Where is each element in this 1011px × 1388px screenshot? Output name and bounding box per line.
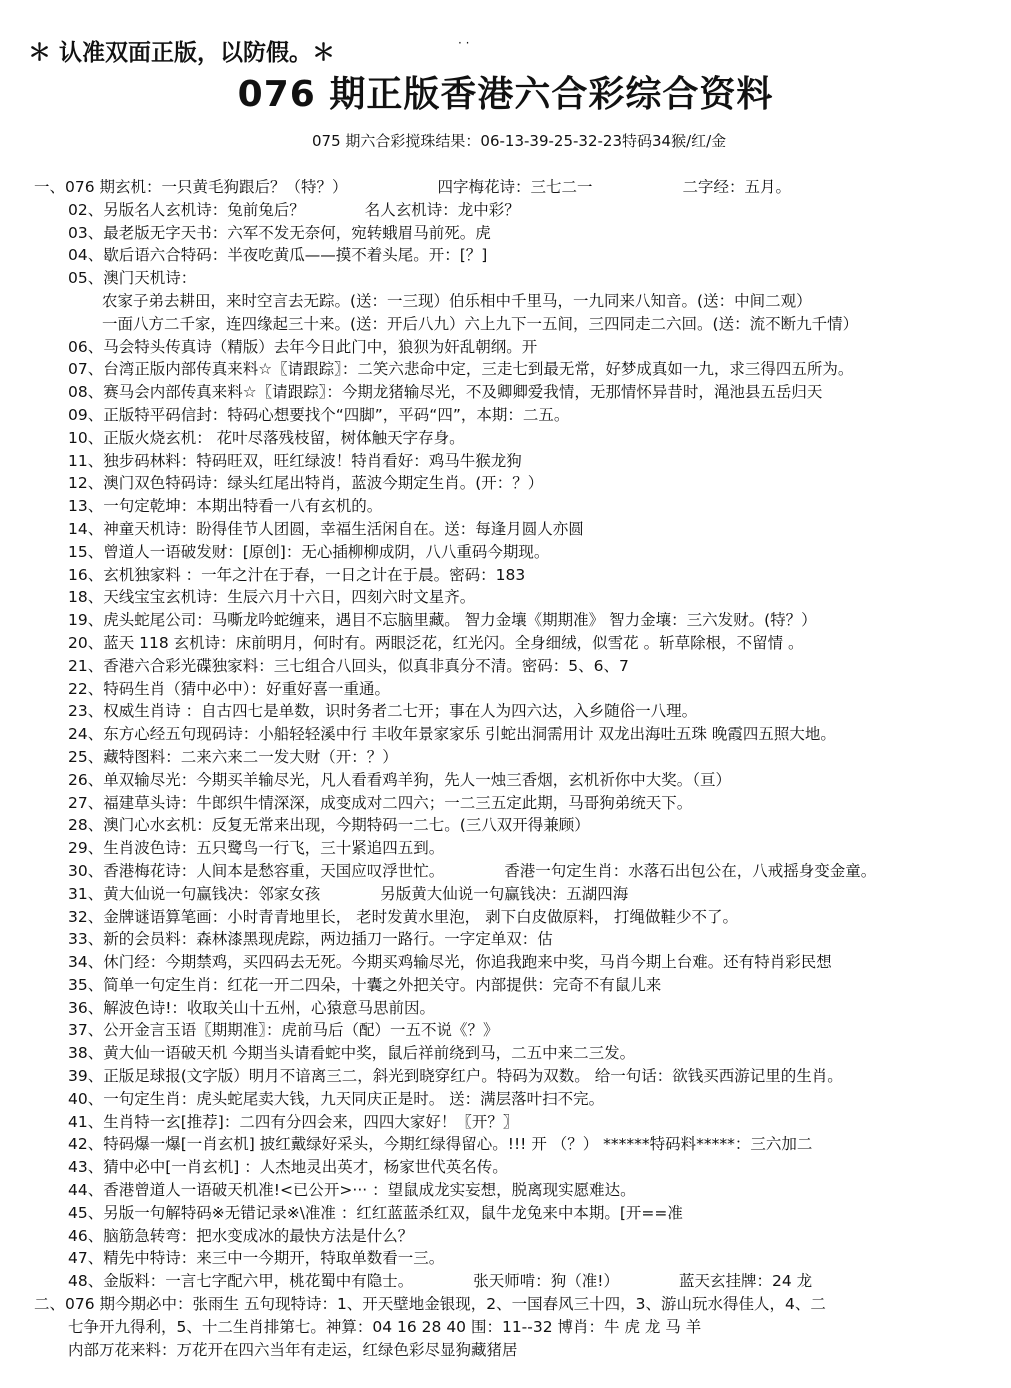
line-text-b: 香港一句定生肖：水落石出包公在，八戒摇身变金童。 xyxy=(504,861,877,880)
line-text-a: 48、金版料：一言七字配六甲，桃花蜀中有隐士。 xyxy=(68,1272,414,1291)
line-text-a: 30、香港梅花诗：人间本是愁容重，天国应叹浮世忙。 xyxy=(68,861,445,880)
content-line xyxy=(34,564,999,587)
content-line xyxy=(34,541,999,564)
content-line xyxy=(34,928,999,951)
content-line xyxy=(34,1225,999,1248)
line-text-a: 31、黄大仙说一句赢钱决：邻家女孩 xyxy=(68,884,321,903)
content-line xyxy=(34,1316,999,1339)
line-text-a: 21、香港六合彩光碟独家料：三七组合八回头，似真非真分不清。密码：5、6、7 xyxy=(68,656,629,675)
line-text-b: 另版黄大仙说一句赢钱决：五湖四海 xyxy=(380,884,629,903)
decorative-dots: · · xyxy=(458,36,470,50)
line-text-a: 二、076 期今期必中：张雨生 五句现特诗：1、开天壁地金银现，2、一国春风三十四，3、游山玩水得佳人，4、二 xyxy=(34,1295,826,1314)
line-text-a: 35、简单一句定生肖：红花一开二四朵，十囊之外把关守。内部提供：完奇不有鼠儿来 xyxy=(68,975,662,994)
content-line xyxy=(34,1019,999,1042)
line-text-a: 内部万花来料：万花开在四六当年有走运，红绿色彩尽显狗藏猪居 xyxy=(68,1340,518,1359)
content-line xyxy=(34,495,999,518)
line-text-a: 28、澳门心水玄机：反复无常来出现，今期特码一二七。(三八双开得兼顾） xyxy=(68,816,590,835)
line-text-a: 13、一句定乾坤：本期出特看一八有玄机的。 xyxy=(68,497,383,516)
content-list xyxy=(34,176,999,1361)
content-line xyxy=(34,176,999,199)
content-line xyxy=(34,814,999,837)
line-text-a: 39、正版足球报(文字版）明月不谙离三二，斜光到晓穿红户。特码为双数。 给一句话：欲钱买西游记里的生肖。 xyxy=(68,1067,843,1086)
line-text-a: 16、玄机独家料 ：一年之汁在于春，一日之计在于晨。密码：183 xyxy=(68,565,526,584)
page-title: 076 期正版香港六合彩综合资料 xyxy=(237,74,774,115)
content-line xyxy=(34,1133,999,1156)
line-text-a: 一、076 期玄机：一只黄毛狗跟后？（特？） xyxy=(34,178,348,196)
content-line xyxy=(34,1247,999,1270)
authenticity-notice: ＊ 认准双面正版，以防假。＊ xyxy=(28,40,336,66)
line-text-a: 25、藏特图料：二来六来二一发大财（开：？） xyxy=(68,747,398,766)
last-draw-result: 075 期六合彩搅珠结果：06-13-39-25-32-23特码34猴/红/金 xyxy=(312,132,727,150)
line-text-a: 10、正版火烧玄机： 花叶尽落残枝留，树体触天字存身。 xyxy=(68,428,465,447)
line-text-c: 蓝天玄挂牌：24 龙 xyxy=(678,1272,813,1291)
line-text-a: 农家子弟去耕田，来时空言去无踪。(送：一三现）伯乐相中千里马，一九同来八知音。(送：中间二观） xyxy=(102,291,812,310)
line-text-a: 41、生肖特一玄[推荐]：二四有分四会来，四四大家好！〖开？〗 xyxy=(68,1112,519,1131)
line-text-a: 42、特码爆一爆[一肖玄机] 披红戴绿好采头，今期红绿得留心。!!! 开 （？） ******特码料*****：三六加二 xyxy=(68,1135,813,1154)
line-text-a: 45、另版一句解特码※无错记录※\准准 ：红红蓝蓝杀红双，鼠牛龙兔来中本期。[开==准 xyxy=(68,1203,683,1222)
line-text-a: 14、神童天机诗：盼得佳节人团圆，幸福生活闲自在。送：每逢月圆人亦圆 xyxy=(68,519,584,538)
line-text-a: 06、马会特头传真诗（精版）去年今日此门中，狼狈为奸乱朝纲。开 xyxy=(68,337,538,356)
line-text-a: 05、澳门天机诗： xyxy=(68,269,197,288)
line-text-b: 四字梅花诗：三七二一 xyxy=(437,178,593,196)
line-text-a: 08、赛马会内部传真来料☆〖请跟踪〗：今期龙猪输尽光，不及卿卿爱我情，无那情怀异昔时，渑池县五岳归天 xyxy=(68,383,823,402)
content-line xyxy=(34,860,999,883)
content-line xyxy=(34,336,999,359)
content-line xyxy=(34,404,999,427)
line-text-a: 七争开九得利，5、十二生肖排第七。神算：04 16 28 40 围：11--32 博肖：牛 虎 龙 马 羊 xyxy=(68,1317,702,1336)
content-line xyxy=(34,222,999,245)
line-text-a: 15、曾道人一语破发财：[原创]：无心插柳柳成阴，八八重码今期现。 xyxy=(68,542,550,561)
line-text-a: 20、蓝天 118 玄机诗：床前明月，何时有。两眼泛花，红光闪。全身细绒，似雪花 。斩草除根，不留情 。 xyxy=(68,633,804,652)
line-text-a: 18、天线宝宝玄机诗：生辰六月十六日，四刻六时文星齐。 xyxy=(68,588,476,607)
line-text-a: 一面八方二千家，连四缘起三十来。(送：开后八九）六上九下一五间，三四同走二六回。(送：流不断九千情） xyxy=(102,314,859,333)
line-text-a: 46、脑筋急转弯：把水变成冰的最快方法是什么？ xyxy=(68,1226,414,1245)
content-line xyxy=(34,427,999,450)
line-text-a: 24、东方心经五句现码诗：小船轻轻溪中行 丰收年景家家乐 引蛇出洞需用计 双龙出海吐五珠 晚霞四五照大地。 xyxy=(68,725,836,744)
content-line xyxy=(34,358,999,381)
content-line xyxy=(34,974,999,997)
content-line xyxy=(34,518,999,541)
line-text-a: 40、一句定生肖：虎头蛇尾卖大钱，九天同庆正是时。 送：满层落叶扫不完。 xyxy=(68,1089,605,1108)
line-text-b: 名人玄机诗：龙中彩？ xyxy=(364,200,520,219)
line-text-a: 34、休门经：今期禁鸡，买四码去无死。今期买鸡输尽光，你追我跑来中奖，马肖今期上台难。还有特肖彩民想 xyxy=(68,953,832,972)
content-line xyxy=(34,632,999,655)
content-line xyxy=(34,450,999,473)
line-text-a: 32、金牌谜语算笔画：小时青青地里长， 老时发黄水里泡， 剥下白皮做原料， 打绳做鞋少不了。 xyxy=(68,907,739,926)
line-text-a: 03、最老版无字天书：六军不发无奈何，宛转蛾眉马前死。虎 xyxy=(68,223,491,242)
content-line xyxy=(34,586,999,609)
line-text-a: 27、福建草头诗：牛郎织牛情深深，成变成对二四六；一二三五定此期，马哥狗弟统天下。 xyxy=(68,793,693,812)
content-line xyxy=(34,1042,999,1065)
line-text-a: 38、黄大仙一语破天机 今期当头请看蛇中奖，鼠后祥前绕到马，二五中来二三发。 xyxy=(68,1044,636,1063)
line-text-a: 36、解波色诗!：收取关山十五州，心猿意马思前因。 xyxy=(68,998,435,1017)
content-line xyxy=(34,1111,999,1134)
line-text-a: 04、歇后语六合特码：半夜吃黄瓜——摸不着头尾。开：[？] xyxy=(68,246,488,265)
content-line xyxy=(34,609,999,632)
content-line xyxy=(34,244,999,267)
line-text-a: 44、香港曾道人一语破天机准!<已公开>··· ：望鼠成龙实妄想，脱离现实愿难达。 xyxy=(68,1181,636,1200)
content-line xyxy=(34,1065,999,1088)
content-line xyxy=(34,1339,999,1362)
content-line xyxy=(34,381,999,404)
line-text-a: 19、虎头蛇尾公司：马嘶龙吟蛇缠来，遇目不忘脑里藏。 智力金壤《期期准》 智力金壤：三六发财。(特？） xyxy=(68,611,817,630)
content-line xyxy=(34,313,999,336)
line-text-a: 33、新的会员料：森林漆黑现虎踪，两边插刀一路行。一字定单双：估 xyxy=(68,930,553,949)
line-text-a: 09、正版特平码信封：特码心想要找个“四脚”，平码“四”，本期：二五。 xyxy=(68,405,570,424)
content-line xyxy=(34,792,999,815)
line-text-c: 二字经：五月。 xyxy=(682,178,792,196)
line-text-a: 43、猜中必中[一肖玄机] ：人杰地灵出英才，杨家世代英名传。 xyxy=(68,1158,508,1177)
content-line xyxy=(34,1088,999,1111)
content-line xyxy=(34,1270,999,1293)
content-line xyxy=(34,199,999,222)
content-line xyxy=(34,1156,999,1179)
content-line xyxy=(34,267,999,290)
line-text-a: 07、台湾正版内部传真来料☆〖请跟踪〗：二笑六悲命中定，三走七到最无常，好梦成真如一九，求三得四五所为。 xyxy=(68,360,854,379)
content-line xyxy=(34,655,999,678)
line-text-a: 12、澳门双色特码诗：绿头红尾出特肖，蓝波今期定生肖。(开：？） xyxy=(68,474,544,493)
content-line xyxy=(34,678,999,701)
line-text-a: 29、生肖波色诗：五只鹭鸟一行飞，三十紧追四五到。 xyxy=(68,839,445,858)
content-line xyxy=(34,837,999,860)
line-text-b: 张天师啃：狗（准!） xyxy=(473,1272,619,1291)
line-text-a: 23、权威生肖诗 ：自古四七是单数，识时务者二七开；事在人为四六达，入乡随俗一八理。 xyxy=(68,702,698,721)
line-text-a: 11、独步码林料：特码旺双，旺红绿波！特肖看好：鸡马牛猴龙狗 xyxy=(68,451,522,470)
content-line xyxy=(34,723,999,746)
line-text-a: 37、公开金言玉语〖期期准〗：虎前马后（配）一五不说《？》 xyxy=(68,1021,499,1040)
line-text-a: 47、精先中特诗：来三中一今期开，特取单数看一三。 xyxy=(68,1249,445,1268)
content-line xyxy=(34,906,999,929)
content-line xyxy=(34,1202,999,1225)
line-text-a: 02、另版名人玄机诗：兔前兔后？ xyxy=(68,200,305,219)
content-line xyxy=(34,700,999,723)
content-line xyxy=(34,883,999,906)
content-line xyxy=(34,951,999,974)
line-text-a: 26、单双输尽光：今期买羊输尽光，凡人看看鸡羊狗，先人一烛三香烟，玄机祈你中大奖。（亘） xyxy=(68,770,731,789)
content-line xyxy=(34,746,999,769)
content-line xyxy=(34,472,999,495)
content-line xyxy=(34,290,999,313)
content-line xyxy=(34,1179,999,1202)
content-line xyxy=(34,997,999,1020)
content-line xyxy=(34,1293,999,1316)
content-line xyxy=(34,769,999,792)
line-text-a: 22、特码生肖（猜中必中）：好重好喜一重通。 xyxy=(68,679,390,698)
